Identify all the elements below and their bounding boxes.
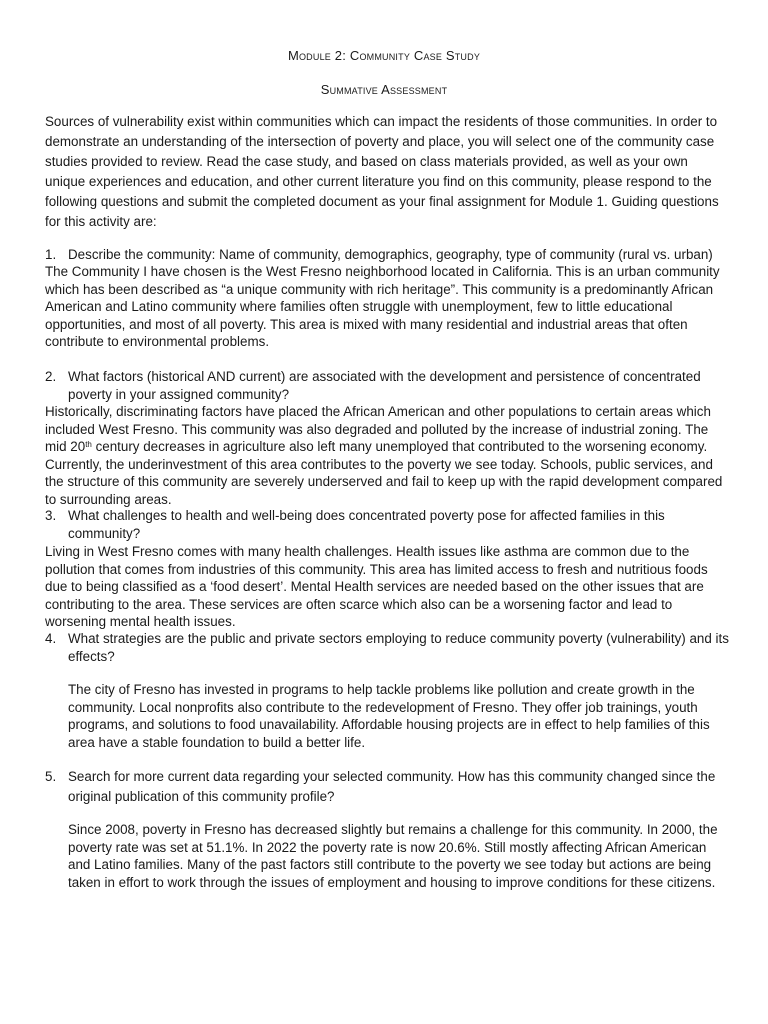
answer-3: Living in West Fresno comes with many health challenges. Health issues like asthma are common due to the pollution that comes from industries of this community. This area has limited access to fresh and nutritious foods due to being classified as a ‘food desert’. Mental Health services are needed based on the other issues that are contributing to the area. These services are often scarce which also can be a worsening factor and lead to worsening mental health issues. xyxy=(45,544,708,629)
question-text: What strategies are the public and private sectors employing to reduce community poverty (vulnerability) and its effects? xyxy=(68,631,729,664)
answer-4: The city of Fresno has invested in programs to help tackle problems like pollution and create growth in the community. Local nonprofits also contribute to the redevelopment of Fresno. They offer job trainings, youth programs, and solutions to food unavailability. Affordable housing projects are in effect to help families of this area have a stable foundation to build a better life. xyxy=(68,682,710,750)
answer-2 xyxy=(45,403,725,508)
question-text: Describe the community: Name of community, demographics, geography, type of community (rural vs. urban) xyxy=(68,247,713,262)
question-number: 1. xyxy=(45,247,57,262)
question-3 xyxy=(45,507,735,542)
question-number: 5. xyxy=(45,769,57,784)
answer-text-part: Historically, discriminating factors have placed the African American and other populations to certain areas which included West Fresno. This community was also degraded and polluted by the increase of industrial zoning. The mid 20 xyxy=(45,404,711,454)
question-1 xyxy=(45,246,735,264)
question-text: What factors (historical AND current) are associated with the development and persistence of concentrated poverty in your assigned community? xyxy=(68,369,701,402)
question-text: Search for more current data regarding your selected community. How has this community changed since the original publication of this community profile? xyxy=(68,769,716,804)
document-title: Module 2: Community Case Study xyxy=(287,48,481,63)
question-5 xyxy=(45,767,735,807)
ordinal-superscript: th xyxy=(85,440,92,449)
question-text: What challenges to health and well-being does concentrated poverty pose for affected families in this community? xyxy=(68,508,665,541)
answer-text-part: century decreases in agriculture also left many unemployed that contributed to the worsening economy. Currently, the underinvestment of this area contributes to the poverty we see today. Schools, public services, and the structure of this community are severely underserved and fail to keep up with the rapid development compared to surrounding areas. xyxy=(45,439,723,507)
document-subtitle: Summative Assessment xyxy=(320,82,448,97)
question-4 xyxy=(45,630,735,665)
question-number: 2. xyxy=(45,369,57,384)
answer-1: The Community I have chosen is the West Fresno neighborhood located in California. This is an urban community which has been described as “a unique community with rich heritage”. This community is a predominantly African American and Latino community where families often struggle with unemployment, few to little educational opportunities, and most of all poverty. This area is mixed with many residential and industrial areas that often contribute to environmental problems. xyxy=(45,264,720,349)
question-2 xyxy=(45,368,735,403)
intro-paragraph: Sources of vulnerability exist within communities which can impact the residents of those communities. In order to demonstrate an understanding of the intersection of poverty and place, you will select one of the community case studies provided to review. Read the case study, and based on class materials provided, as well as your own unique experiences and education, and other current literature you find on this community, please respond to the following questions and submit the completed document as your final assignment for Module 1. Guiding questions for this activity are: xyxy=(45,114,719,229)
answer-5: Since 2008, poverty in Fresno has decreased slightly but remains a challenge for this community. In 2000, the poverty rate was set at 51.1%. In 2022 the poverty rate is now 20.6%. Still mostly affecting African American and Latino families. Many of the past factors still contribute to the poverty we see today but actions are being taken in effort to work through the issues of employment and housing to improve conditions for these citizens. xyxy=(68,822,718,890)
question-number: 3. xyxy=(45,508,57,523)
question-number: 4. xyxy=(45,631,57,646)
